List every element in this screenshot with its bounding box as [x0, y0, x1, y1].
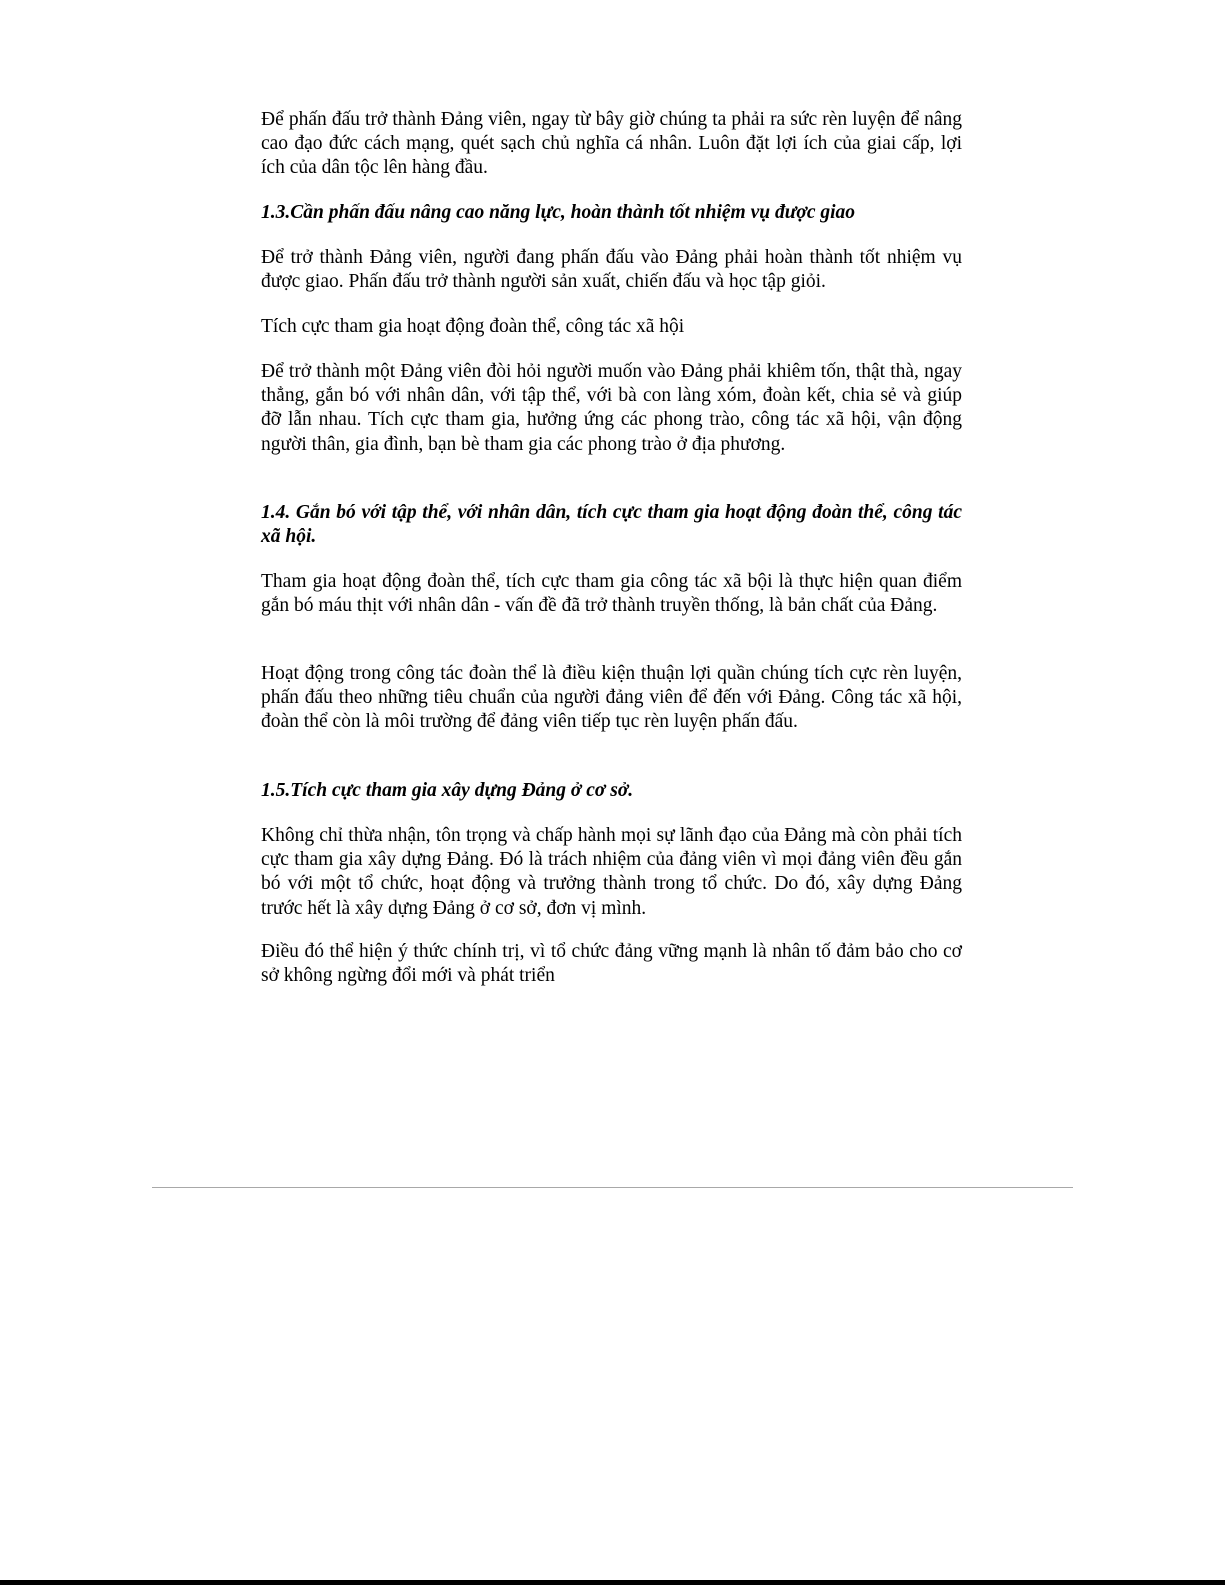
paragraph-activities: Tích cực tham gia hoạt động đoàn thể, công tác xã hội: [261, 316, 685, 337]
heading-section-1-5: 1.5.Tích cực tham gia xây dựng Đảng ở cơ sở.: [261, 780, 634, 801]
bottom-edge-bar: [0, 1580, 1225, 1585]
heading-section-1-3: 1.3.Cần phấn đấu nâng cao năng lực, hoàn thành tốt nhiệm vụ được giao: [261, 202, 856, 223]
heading-section-1-4: 1.4. Gắn bó với tập thể, với nhân dân, tích cực tham gia hoạt động đoàn thể, công tác xã hội.: [261, 502, 962, 548]
paragraph-section-1-4-b: Hoạt động trong công tác đoàn thể là điều kiện thuận lợi quần chúng tích cực rèn luyện, phấn đấu theo những tiêu chuẩn của người đảng viên để đến với Đảng. Công tác xã hội, đoàn thể còn là môi trường để đảng viên tiếp tục rèn luyện phấn đấu.: [261, 663, 962, 733]
paragraph-section-1-5-a: Không chỉ thừa nhận, tôn trọng và chấp hành mọi sự lãnh đạo của Đảng mà còn phải tích cực tham gia xây dựng Đảng. Đó là trách nhiệm của đảng viên vì mọi đảng viên đều gắn bó với một tổ chức, hoạt động và trưởng thành trong tổ chức. Do đó, xây dựng Đảng trước hết là xây dựng Đảng ở cơ sở, đơn vị mình.: [261, 825, 962, 919]
paragraph-section-1-3: Để trở thành Đảng viên, người đang phấn đấu vào Đảng phải hoàn thành tốt nhiệm vụ được giao. Phấn đấu trở thành người sản xuất, chiến đấu và học tập giỏi.: [261, 247, 962, 293]
paragraph-section-1-4-a: Tham gia hoạt động đoàn thể, tích cực tham gia công tác xã bội là thực hiện quan điểm gắn bó máu thịt với nhân dân - vấn đề đã trở thành truyền thống, là bản chất của Đảng.: [261, 571, 962, 617]
page-divider: [152, 1187, 1073, 1188]
paragraph-section-1-5-b: Điều đó thể hiện ý thức chính trị, vì tổ chức đảng vững mạnh là nhân tố đảm bảo cho cơ sở không ngừng đổi mới và phát triển: [261, 941, 962, 987]
paragraph-requirements: Để trở thành một Đảng viên đòi hỏi người muốn vào Đảng phải khiêm tốn, thật thà, ngay thẳng, gắn bó với nhân dân, với tập thể, với bà con làng xóm, đoàn kết, chia sẻ và giúp đỡ lẫn nhau. Tích cực tham gia, hưởng ứng các phong trào, công tác xã hội, vận động người thân, gia đình, bạn bè tham gia các phong trào ở địa phương.: [261, 361, 962, 455]
paragraph-intro: Để phấn đấu trở thành Đảng viên, ngay từ bây giờ chúng ta phải ra sức rèn luyện để nâng cao đạo đức cách mạng, quét sạch chủ nghĩa cá nhân. Luôn đặt lợi ích của giai cấp, lợi ích của dân tộc lên hàng đầu.: [261, 109, 962, 179]
